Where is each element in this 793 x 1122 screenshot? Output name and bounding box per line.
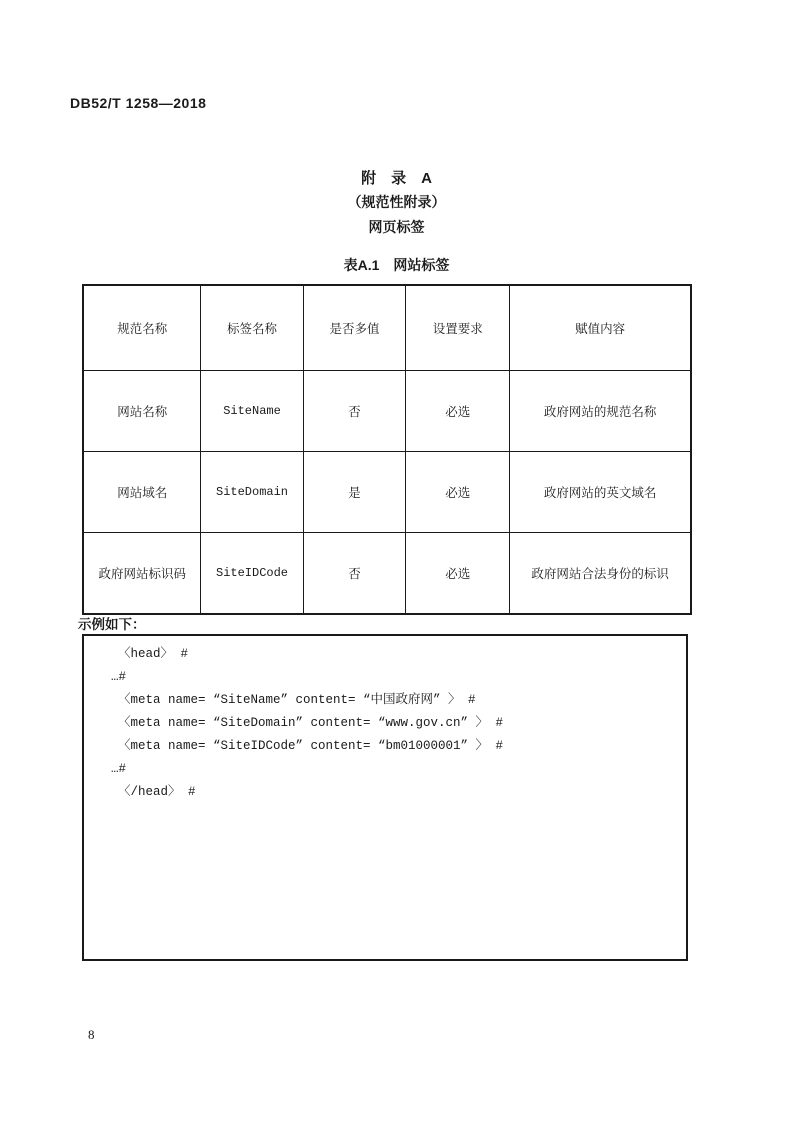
table-caption: 表A.1 网站标签: [343, 257, 450, 273]
cell-value-content: 政府网站合法身份的标识: [510, 532, 691, 614]
cell-spec-name: 政府网站标识码: [83, 532, 201, 614]
standard-number-header: DB52/T 1258—2018: [70, 95, 207, 111]
table-header-row: [83, 285, 691, 370]
header-cell-tag-name: 标签名称: [201, 285, 303, 370]
example-code-box: [82, 634, 688, 961]
cell-tag-name: SiteDomain: [201, 451, 303, 532]
cell-tag-name: SiteName: [201, 370, 303, 451]
page-number: 8: [88, 1027, 95, 1042]
cell-requirement: 必选: [406, 532, 510, 614]
cell-multivalue: 否: [303, 370, 406, 451]
table-row: [83, 370, 691, 451]
code-line-head-close: 〈/head〉 #: [118, 785, 196, 799]
cell-requirement: 必选: [406, 370, 510, 451]
cell-spec-name: 网站域名: [83, 451, 201, 532]
appendix-title: 附 录 A: [361, 170, 432, 187]
appendix-subtitle-webtags: 网页标签: [368, 219, 425, 235]
example-label: 示例如下：: [78, 617, 146, 632]
code-line-head-open: 〈head〉 #: [118, 647, 189, 661]
code-line-meta-siteidcode: 〈meta name= “SiteIDCode” content= “bm01000001” 〉 #: [118, 739, 504, 753]
code-line-meta-sitename: 〈meta name= “SiteName” content= “中国政府网” 〉 #: [118, 693, 476, 707]
appendix-subtitle-normative: （规范性附录）: [347, 194, 446, 210]
cell-tag-name: SiteIDCode: [201, 532, 303, 614]
header-cell-value-content: 赋值内容: [510, 285, 691, 370]
table-row: [83, 532, 691, 614]
cell-multivalue: 否: [303, 532, 406, 614]
cell-value-content: 政府网站的英文域名: [510, 451, 691, 532]
code-line-ellipsis: …#: [111, 762, 127, 776]
cell-value-content: 政府网站的规范名称: [510, 370, 691, 451]
header-cell-multivalue: 是否多值: [303, 285, 406, 370]
code-line-meta-sitedomain: 〈meta name= “SiteDomain” content= “www.gov.cn” 〉 #: [118, 716, 504, 730]
header-cell-spec-name: 规范名称: [83, 285, 201, 370]
table-row: [83, 451, 691, 532]
cell-spec-name: 网站名称: [83, 370, 201, 451]
cell-multivalue: 是: [303, 451, 406, 532]
code-line-ellipsis: …#: [111, 670, 127, 684]
header-cell-requirement: 设置要求: [406, 285, 510, 370]
site-tags-table: [82, 284, 692, 615]
cell-requirement: 必选: [406, 451, 510, 532]
